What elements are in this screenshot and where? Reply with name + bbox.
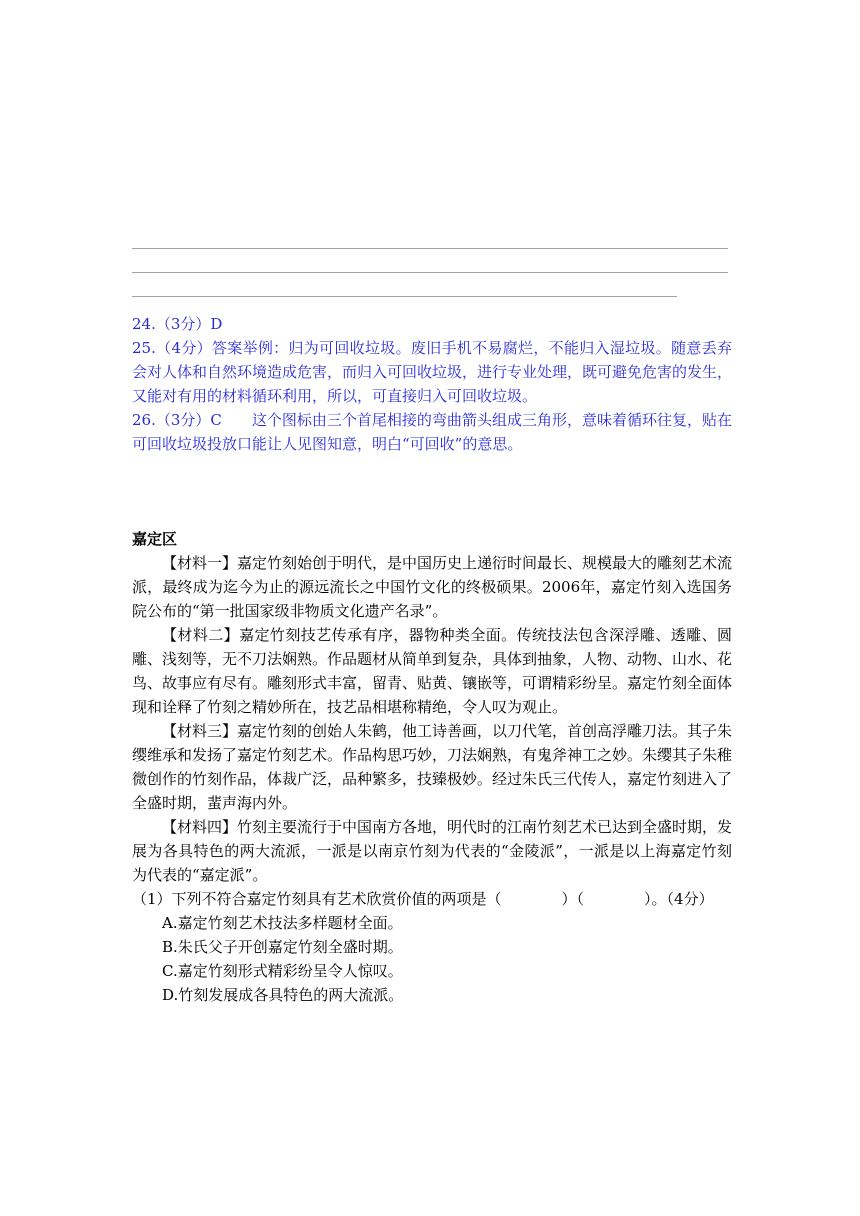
answer-line <box>132 248 728 249</box>
section-title: 嘉定区 <box>132 530 178 548</box>
reading-section <box>132 527 732 1007</box>
material-4: 【材料四】竹刻主要流行于中国南方各地，明代时的江南竹刻艺术已达到全盛时期，发展为各具特色的两大流派，一派是以南京竹刻为代表的“金陵派”，一派是以上海嘉定竹刻为代表的“嘉定派”。 <box>132 818 733 884</box>
material-3: 【材料三】嘉定竹刻的创始人朱鹤，他工诗善画，以刀代笔，首创高浮雕刀法。其子朱缨维承和发扬了嘉定竹刻艺术。作品构思巧妙，刀法娴熟，有鬼斧神工之妙。朱缨其子朱稚微创作的竹刻作品，体裁广泛，品种繁多，技臻极妙。经过朱氏三代传人，嘉定竹刻进入了全盛时期，蜚声海内外。 <box>132 722 733 812</box>
option-a: A.嘉定竹刻艺术技法多样题材全面。 <box>162 914 403 932</box>
answer-24: 24.（3分）D <box>132 315 223 333</box>
option-b: B.朱氏父子开创嘉定竹刻全盛时期。 <box>162 938 403 956</box>
option-d: D.竹刻发展成各具特色的两大流派。 <box>162 986 404 1004</box>
answer-25: 25.（4分）答案举例：归为可回收垃圾。废旧手机不易腐烂，不能归入湿垃圾。随意丢弃会对人体和自然环境造成危害，而归入可回收垃圾，进行专业处理，既可避免危害的发生，又能对有用的材料循环利用，所以，可直接归入可回收垃圾。 <box>132 339 733 405</box>
material-2: 【材料二】嘉定竹刻技艺传承有序，器物种类全面。传统技法包含深浮雕、透雕、圆雕、浅刻等，无不刀法娴熟。作品题材从简单到复杂，具体到抽象，人物、动物、山水、花鸟、故事应有尽有。雕刻形式丰富，留青、贴黄、镶嵌等，可谓精彩纷呈。嘉定竹刻全面体现和诠释了竹刻之精妙所在，技艺品相堪称精绝，令人叹为观止。 <box>132 626 733 716</box>
answer-line <box>132 272 728 273</box>
answer-26: 26.（3分）C 这个图标由三个首尾相接的弯曲箭头组成三角形，意味着循环往复，贴在可回收垃圾投放口能让人见图知意，明白“可回收”的意思。 <box>132 411 732 453</box>
question-options <box>132 911 732 1007</box>
option-c: C.嘉定竹刻形式精彩纷呈令人惊叹。 <box>162 962 403 980</box>
answer-key <box>132 312 732 456</box>
material-1: 【材料一】嘉定竹刻始创于明代，是中国历史上递衍时间最长、规模最大的雕刻艺术流派，最终成为迄今为止的源远流长之中国竹文化的终极硕果。2006年，嘉定竹刻入选国务院公布的“第一批国家级非物质文化遗产名录”。 <box>132 554 733 620</box>
answer-lines <box>132 248 728 320</box>
question-1: （1）下列不符合嘉定竹刻具有艺术欣赏价值的两项是（ ）（ ）。（4分） <box>132 890 714 908</box>
answer-line <box>132 296 677 297</box>
